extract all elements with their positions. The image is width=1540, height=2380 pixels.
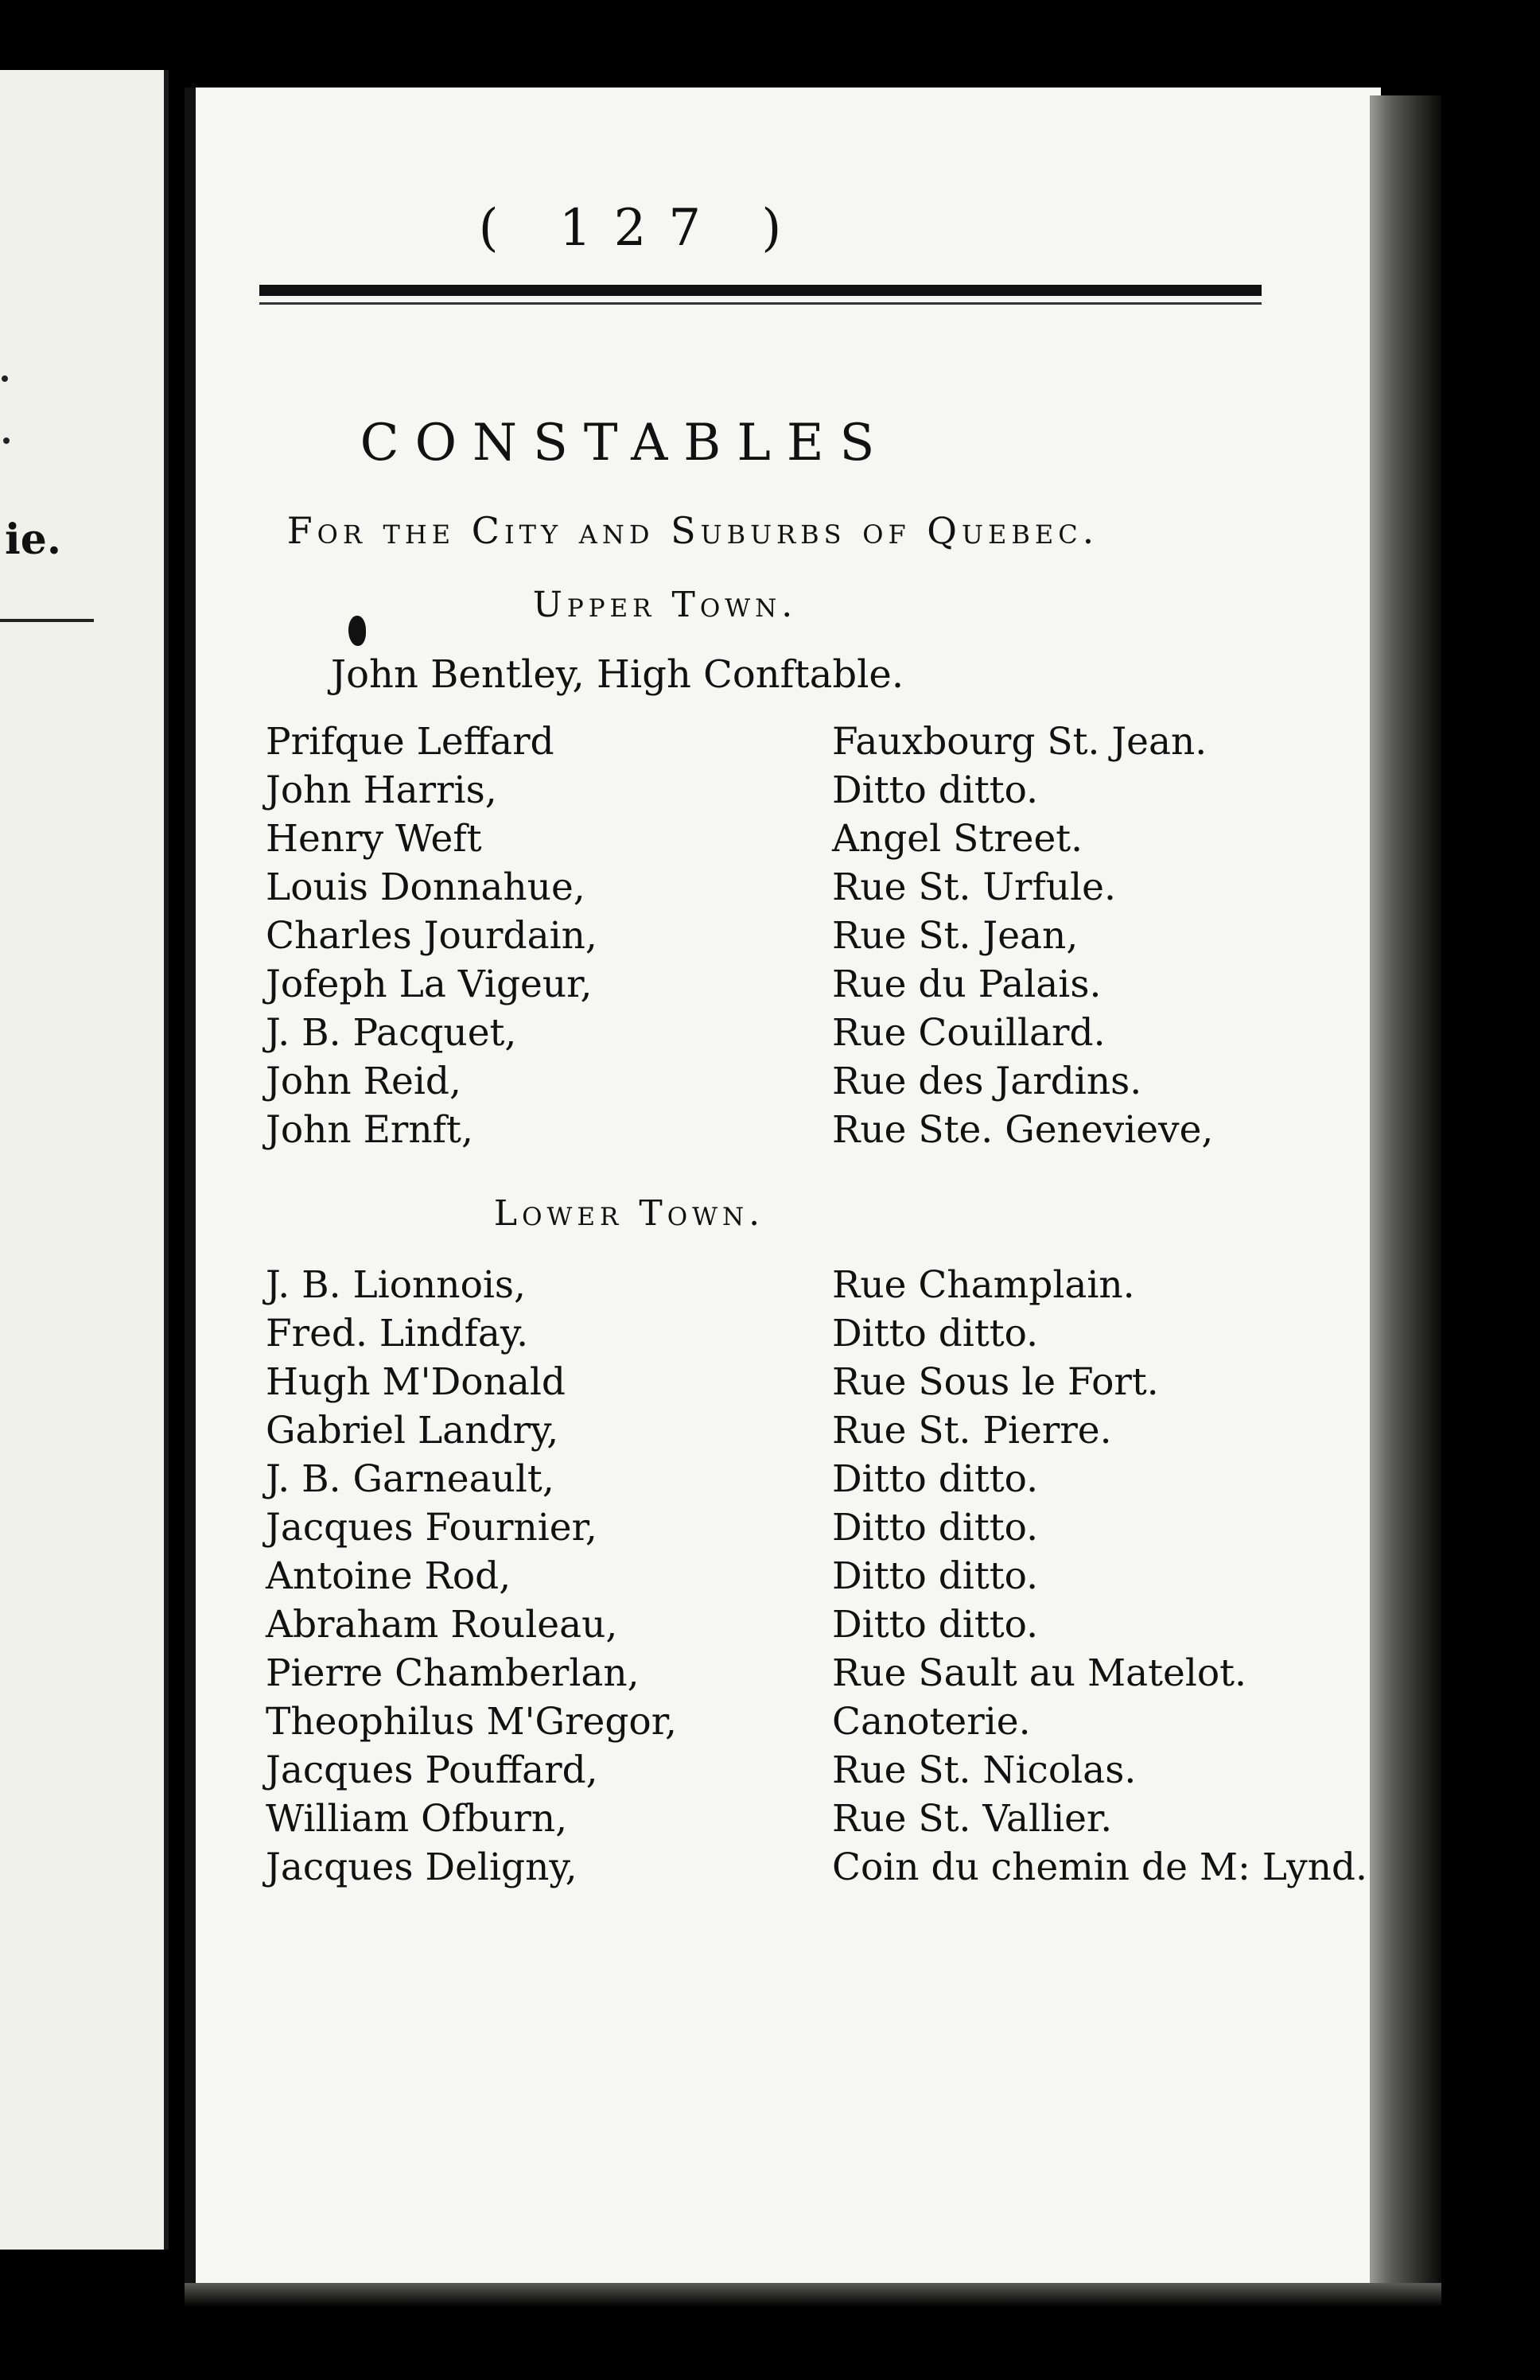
constable-row bbox=[196, 1108, 1381, 1156]
constable-location: Ditto ditto. bbox=[832, 1603, 1039, 1647]
constable-name: J. B. Pacquet, bbox=[266, 1011, 517, 1055]
constable-row bbox=[196, 1409, 1381, 1456]
constable-name: Prifque Leffard bbox=[266, 720, 554, 764]
constable-location: Coin du chemin de M: Lynd. bbox=[832, 1845, 1367, 1889]
constable-location: Ditto ditto. bbox=[832, 1506, 1039, 1550]
constable-location: Rue St. Pierre. bbox=[832, 1409, 1112, 1452]
constable-location: Rue des Jardins. bbox=[832, 1060, 1142, 1103]
header-rule bbox=[259, 285, 1262, 296]
constable-name: Hugh M'Donald bbox=[266, 1360, 566, 1404]
constable-location: Ditto ditto. bbox=[832, 1554, 1039, 1598]
constable-name: Theophilus M'Gregor, bbox=[266, 1700, 677, 1744]
constable-location: Fauxbourg St. Jean. bbox=[832, 720, 1208, 764]
ink-speck bbox=[3, 438, 10, 444]
constable-location: Rue du Palais. bbox=[832, 962, 1102, 1006]
constable-location: Rue St. Vallier. bbox=[832, 1797, 1113, 1841]
constable-row bbox=[196, 1506, 1381, 1554]
page-bottom-shadow bbox=[185, 2283, 1441, 2307]
constable-location: Ditto ditto. bbox=[832, 1312, 1039, 1355]
constable-row bbox=[196, 768, 1381, 816]
constable-row bbox=[196, 865, 1381, 913]
page-subtitle: For the City and Suburbs of Quebec. bbox=[286, 509, 1099, 552]
constable-name: J. B. Lionnois, bbox=[266, 1263, 526, 1307]
constable-name: Jacques Fournier, bbox=[266, 1506, 597, 1550]
book-page bbox=[185, 88, 1381, 2299]
ink-blot bbox=[348, 616, 366, 646]
constable-location: Rue St. Urfule. bbox=[832, 865, 1116, 909]
constable-name: Jofeph La Vigeur, bbox=[266, 962, 593, 1006]
constable-name: Gabriel Landry, bbox=[266, 1409, 559, 1452]
upper-town-heading: Upper Town. bbox=[532, 585, 798, 625]
constable-row bbox=[196, 1651, 1381, 1699]
constable-name: John Ernft, bbox=[266, 1108, 473, 1152]
page-edge bbox=[1370, 95, 1441, 2291]
constable-row bbox=[196, 720, 1381, 768]
previous-page-rule bbox=[0, 619, 94, 622]
high-constable-line: John Bentley, High Conftable. bbox=[330, 652, 904, 697]
constable-row bbox=[196, 1457, 1381, 1505]
constable-row bbox=[196, 1845, 1381, 1893]
constable-row bbox=[196, 1554, 1381, 1602]
header-rule-thin bbox=[259, 302, 1262, 305]
page-number: ( 127 ) bbox=[478, 199, 804, 258]
constable-row bbox=[196, 1748, 1381, 1796]
constable-row bbox=[196, 1312, 1381, 1359]
constable-location: Rue Couillard. bbox=[832, 1011, 1106, 1055]
constable-location: Ditto ditto. bbox=[832, 768, 1039, 812]
constable-name: William Ofburn, bbox=[266, 1797, 568, 1841]
constable-name: Jacques Deligny, bbox=[266, 1845, 578, 1889]
constable-location: Rue St. Nicolas. bbox=[832, 1748, 1137, 1792]
constable-name: Charles Jourdain, bbox=[266, 914, 597, 958]
constable-name: Pierre Chamberlan, bbox=[266, 1651, 640, 1695]
constable-location: Rue St. Jean, bbox=[832, 914, 1079, 958]
constable-location: Ditto ditto. bbox=[832, 1457, 1039, 1501]
lower-town-heading: Lower Town. bbox=[493, 1193, 765, 1234]
constable-name: Antoine Rod, bbox=[266, 1554, 511, 1598]
constable-name: Abraham Rouleau, bbox=[266, 1603, 618, 1647]
constable-name: Henry Weft bbox=[266, 817, 482, 861]
constable-row bbox=[196, 914, 1381, 962]
constable-location: Rue Champlain. bbox=[832, 1263, 1135, 1307]
ink-speck bbox=[2, 375, 8, 382]
constable-location: Rue Sault au Matelot. bbox=[832, 1651, 1246, 1695]
constable-row bbox=[196, 1603, 1381, 1651]
constable-name: Louis Donnahue, bbox=[266, 865, 585, 909]
constable-name: J. B. Garneault, bbox=[266, 1457, 554, 1501]
constable-row bbox=[196, 817, 1381, 865]
constable-location: Rue Ste. Genevieve, bbox=[832, 1108, 1214, 1152]
constable-row bbox=[196, 1263, 1381, 1311]
page-title: CONSTABLES bbox=[360, 414, 891, 472]
constable-location: Rue Sous le Fort. bbox=[832, 1360, 1159, 1404]
constable-row bbox=[196, 1060, 1381, 1107]
constable-row bbox=[196, 1797, 1381, 1845]
constable-name: John Harris, bbox=[266, 768, 497, 812]
constable-row bbox=[196, 1360, 1381, 1408]
constable-name: Jacques Pouffard, bbox=[266, 1748, 598, 1792]
constable-row bbox=[196, 962, 1381, 1010]
constable-location: Angel Street. bbox=[832, 817, 1083, 861]
previous-page-text: ie. bbox=[5, 515, 61, 564]
constable-row bbox=[196, 1700, 1381, 1748]
constable-location: Canoterie. bbox=[832, 1700, 1031, 1744]
previous-page-fragment bbox=[0, 70, 169, 2250]
constable-name: Fred. Lindfay. bbox=[266, 1312, 529, 1355]
constable-row bbox=[196, 1011, 1381, 1059]
constable-name: John Reid, bbox=[266, 1060, 461, 1103]
